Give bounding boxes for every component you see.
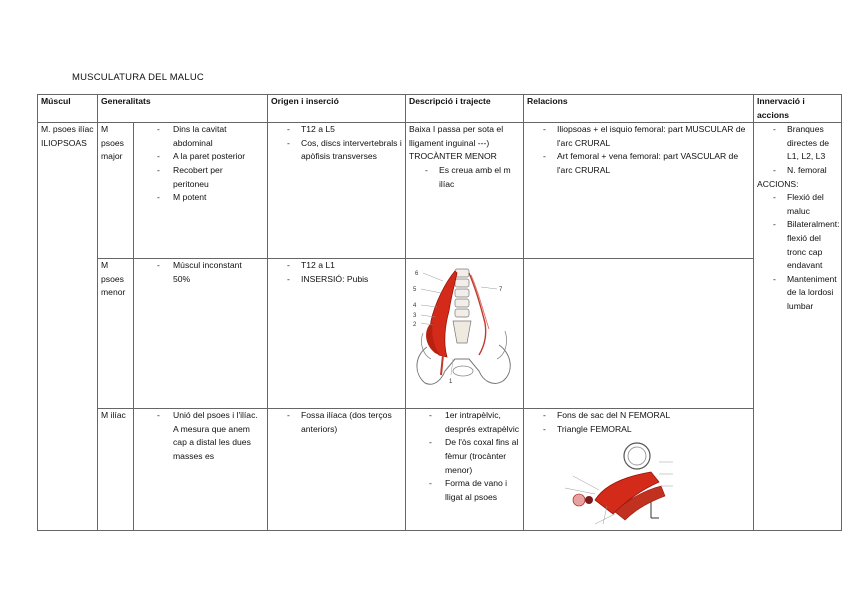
list-item: - Flexió del maluc: [757, 191, 838, 218]
figure-label: 1: [449, 379, 453, 386]
generalitats-cell: [134, 409, 268, 531]
list-item: - Unió del psoes i l'ilíac. A mesura que anem cap a distal les dues masses es: [137, 409, 259, 463]
header-muscul: Múscul: [38, 95, 98, 123]
list-item: - Art femoral + vena femoral: part VASCULAR de l'arc CRURAL: [527, 150, 750, 177]
header-descripcio: Descripció i trajecte: [406, 95, 524, 123]
list-item: - M potent: [137, 191, 259, 205]
generalitats-list: [137, 259, 259, 286]
origen-list: [271, 123, 402, 164]
table-row: [38, 259, 842, 409]
header-relacions: Relacions: [524, 95, 754, 123]
muscle-name: M ilíac: [101, 410, 126, 421]
accions-label: ACCIONS:: [757, 178, 799, 189]
document-title: MUSCULATURA DEL MALUC: [72, 72, 204, 83]
list-item: - Triangle FEMORAL: [527, 423, 750, 437]
list-item: - Forma de vano i lligat al psoes: [409, 477, 520, 504]
list-item: - Fossa ilíaca (dos terços anteriors): [271, 409, 402, 436]
muscle-name: M psoes menor: [101, 260, 126, 298]
relacions-list: [527, 123, 750, 177]
relacions-list: [527, 409, 750, 436]
list-item: - T12 a L5: [271, 123, 402, 137]
list-item: - INSERSIÓ: Pubis: [271, 273, 402, 287]
list-item: - Recobert per peritoneu: [137, 164, 259, 191]
list-item: - A la paret posterior: [137, 150, 259, 164]
muscle-group-name: M. psoes ilíac ILIOPSOAS: [41, 124, 94, 148]
list-item: - Dins la cavitat abdominal: [137, 123, 259, 150]
list-item: - T12 a L1: [271, 259, 402, 273]
list-item: - N. femoral: [757, 164, 838, 178]
descripcio-cell: [406, 123, 524, 259]
muscle-name-cell: [98, 259, 134, 409]
descripcio-text: Baixa I passa per sota el lligament inguinal ---) TROCÀNTER MENOR: [409, 124, 504, 162]
figure-label: 2: [413, 322, 417, 329]
origen-list: [271, 259, 402, 286]
muscle-group-cell: [38, 123, 98, 531]
origen-cell: [268, 409, 406, 531]
generalitats-list: [137, 409, 259, 463]
relacions-cell: [524, 259, 754, 409]
header-innervacio: Innervació i accions: [754, 95, 842, 123]
header-row: [38, 95, 842, 123]
figure-cell: [406, 259, 524, 409]
generalitats-cell: [134, 123, 268, 259]
header-origen: Origen i inserció: [268, 95, 406, 123]
muscle-name-cell: [98, 409, 134, 531]
header-generalitats: Generalitats: [98, 95, 268, 123]
psoas-anatomy-figure: [409, 263, 519, 389]
list-item: - Es creua amb el m ilíac: [409, 164, 520, 191]
table-row: [38, 409, 842, 531]
origen-cell: [268, 259, 406, 409]
relacions-cell: [524, 409, 754, 531]
accions-list: [757, 191, 838, 313]
origen-cell: [268, 123, 406, 259]
list-item: - Manteniment de la lordosi lumbar: [757, 273, 838, 314]
muscle-name: M psoes major: [101, 124, 124, 162]
descripcio-list: [409, 164, 520, 191]
descripcio-list: [409, 409, 520, 504]
figure-label: 4: [413, 303, 417, 310]
figure-label: 5: [413, 287, 417, 294]
innervacio-cell: [754, 123, 842, 531]
list-item: - Bilateralment: flexió del tronc cap endavant: [757, 218, 838, 272]
list-item: - Cos, discs intervertebrals i apòfisis transverses: [271, 137, 402, 164]
origen-list: [271, 409, 402, 436]
figure-label: 7: [499, 287, 503, 294]
list-item: - Fons de sac del N FEMORAL: [527, 409, 750, 423]
list-item: - Múscul inconstant 50%: [137, 259, 259, 286]
list-item: - Iliopsoas + el isquio femoral: part MUSCULAR de l'arc CRURAL: [527, 123, 750, 150]
list-item: - 1er intrapèlvic, després extrapèlvic: [409, 409, 520, 436]
generalitats-list: [137, 123, 259, 205]
femoral-triangle-figure: [555, 440, 685, 528]
innervacio-list: [757, 123, 838, 177]
descripcio-cell: [406, 409, 524, 531]
list-item: - De l'òs coxal fins al fèmur (trocànter menor): [409, 436, 520, 477]
list-item: - Branques directes de L1, L2, L3: [757, 123, 838, 164]
generalitats-cell: [134, 259, 268, 409]
relacions-cell: [524, 123, 754, 259]
figure-label: 3: [413, 313, 417, 320]
figure-label: 6: [415, 271, 419, 278]
muscle-table: [37, 94, 842, 531]
table-row: [38, 123, 842, 259]
muscle-name-cell: [98, 123, 134, 259]
